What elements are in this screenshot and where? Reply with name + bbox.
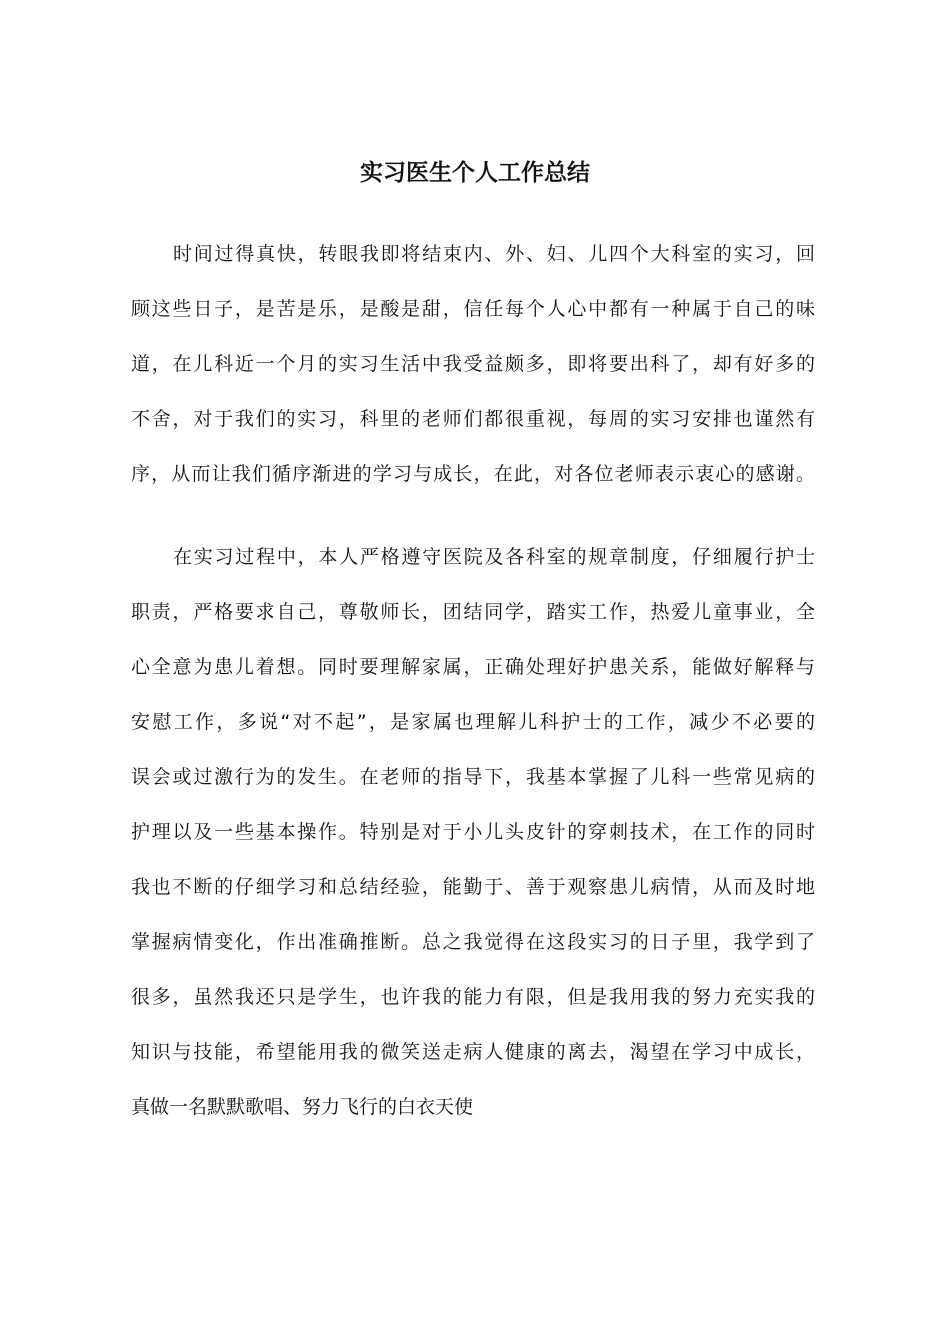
paragraph-line: 很多，虽然我还只是学生，也许我的能力有限，但是我用我的努力充实我的 [131,986,815,1008]
paragraph-line: 安慰工作，多说“对不起”，是家属也理解儿科护士的工作，减少不必要的 [131,711,815,733]
paragraph-line: 顾这些日子，是苦是乐，是酸是甜，信任每个人心中都有一种属于自己的味 [131,298,815,320]
paragraph-line: 护理以及一些基本操作。特别是对于小儿头皮针的穿刺技术，在工作的同时 [131,821,815,843]
paragraph-line: 掌握病情变化，作出准确推断。总之我觉得在这段实习的日子里，我学到了 [131,931,815,953]
document-title: 实习医生个人工作总结 [360,160,590,186]
paragraph-line: 真做一名默默歌唱、努力飞行的白衣天使 [131,1096,474,1118]
paragraph-line: 误会或过激行为的发生。在老师的指导下，我基本掌握了儿科一些常见病的 [131,766,815,788]
paragraph-line: 职责，严格要求自己，尊敬师长，团结同学，踏实工作，热爱儿童事业，全 [131,601,815,623]
paragraph-line: 心全意为患儿着想。同时要理解家属，正确处理好护患关系，能做好解释与 [131,656,815,678]
paragraph-line: 不舍，对于我们的实习，科里的老师们都很重视，每周的实习安排也谨然有 [131,408,815,430]
paragraph-line: 时间过得真快，转眼我即将结束内、外、妇、儿四个大科室的实习，回 [173,243,815,265]
paragraph-line: 我也不断的仔细学习和总结经验，能勤于、善于观察患儿病情，从而及时地 [131,876,815,898]
paragraph-line: 序，从而让我们循序渐进的学习与成长，在此，对各位老师表示衷心的感谢。 [131,463,815,485]
paragraph-line: 道，在儿科近一个月的实习生活中我受益颇多，即将要出科了，却有好多的 [131,353,815,375]
paragraph-line: 在实习过程中，本人严格遵守医院及各科室的规章制度，仔细履行护士 [173,546,815,568]
paragraph-line: 知识与技能，希望能用我的微笑送走病人健康的离去，渴望在学习中成长， [131,1041,815,1063]
